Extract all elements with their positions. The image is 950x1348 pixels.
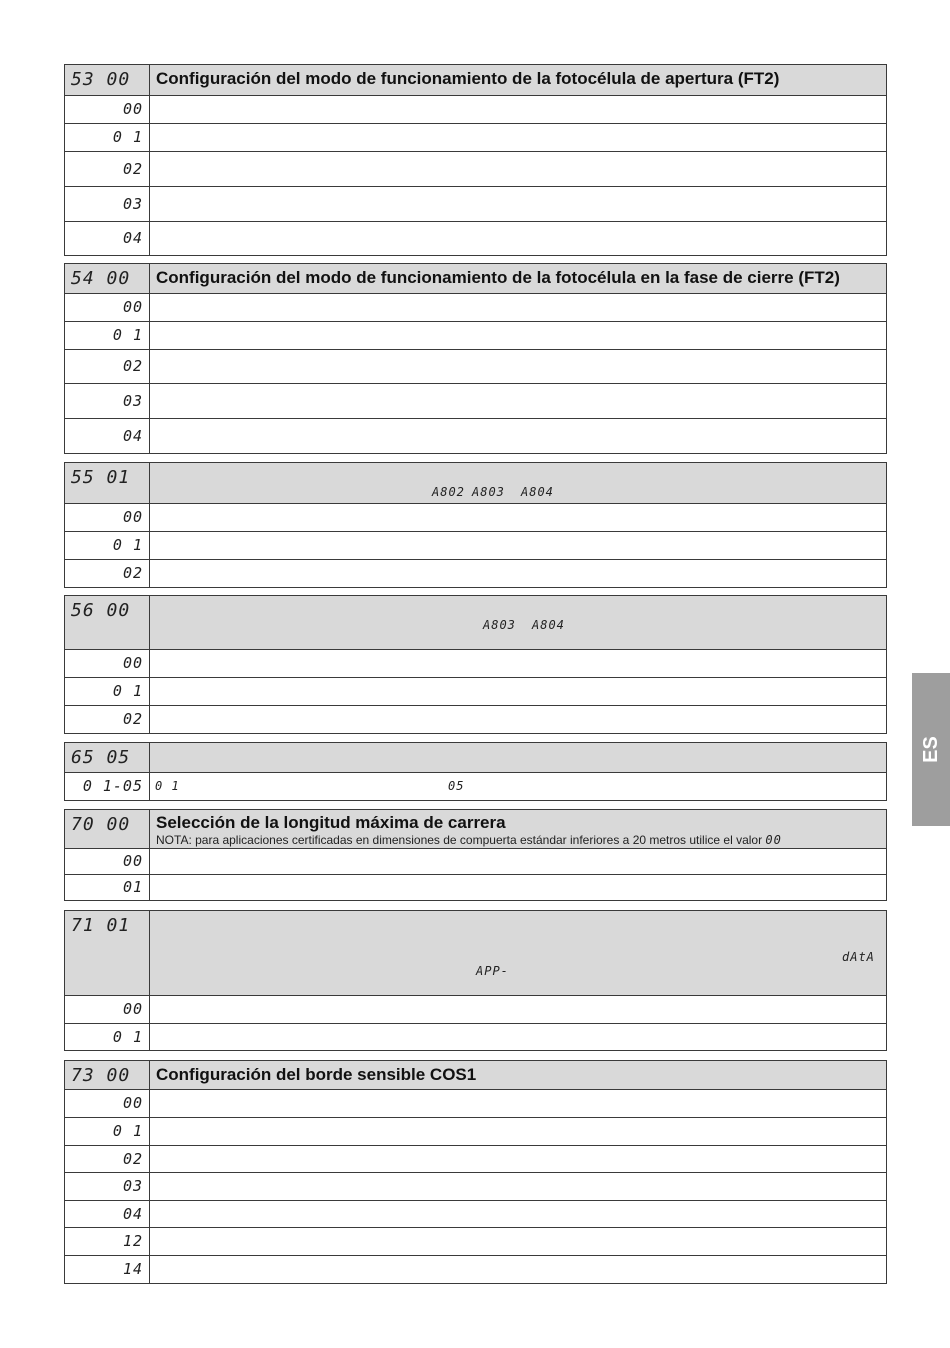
option-value: 02	[65, 1146, 150, 1173]
option-value: 01	[65, 875, 150, 901]
option-description	[150, 322, 887, 350]
option-description	[150, 1228, 887, 1256]
language-tab	[912, 673, 950, 826]
param-code: 71 01	[65, 911, 150, 996]
option-value: 03	[65, 1173, 150, 1201]
option-description	[150, 187, 887, 222]
param-code: 73 00	[65, 1061, 150, 1090]
option-description	[150, 152, 887, 187]
option-description	[150, 294, 887, 322]
option-description	[150, 384, 887, 419]
table-73	[64, 1060, 887, 1284]
option-value: 0 1	[65, 532, 150, 560]
option-description	[150, 96, 887, 124]
option-description	[150, 124, 887, 152]
option-value: 00	[65, 650, 150, 678]
table-54	[64, 263, 887, 454]
option-description	[150, 875, 887, 901]
option-description	[150, 650, 887, 678]
option-value: 02	[65, 152, 150, 187]
option-description	[150, 222, 887, 256]
option-value: 00	[65, 849, 150, 875]
option-description	[150, 849, 887, 875]
option-description	[150, 1201, 887, 1228]
option-description	[150, 350, 887, 384]
param-title: Configuración del borde sensible COS1	[150, 1061, 887, 1090]
param-code: 53 00	[65, 65, 150, 96]
table-55	[64, 462, 887, 588]
table-56	[64, 595, 887, 734]
option-value: 00	[65, 1090, 150, 1118]
param-title: A802 A803 A804	[150, 463, 887, 504]
option-description	[150, 504, 887, 532]
option-value: 0 1	[65, 678, 150, 706]
option-description	[150, 706, 887, 734]
option-value: 02	[65, 560, 150, 588]
table-71	[64, 910, 887, 1051]
table-65	[64, 742, 887, 801]
option-value: 0 1-05	[65, 773, 150, 801]
option-value: 04	[65, 1201, 150, 1228]
option-value: 0 1	[65, 1024, 150, 1051]
option-description	[150, 996, 887, 1024]
option-value: 0 1	[65, 322, 150, 350]
param-title: Selección de la longitud máxima de carrera NOTA: para aplicaciones certificadas en dimensiones de compuerta estándar inferiores a 20 metros utilice el valor 00	[150, 810, 887, 849]
option-value: 02	[65, 706, 150, 734]
option-value: 14	[65, 1256, 150, 1284]
option-value: 00	[65, 504, 150, 532]
option-value: 02	[65, 350, 150, 384]
table-70	[64, 809, 887, 901]
table-53	[64, 64, 887, 256]
option-description	[150, 419, 887, 454]
option-value: 0 1	[65, 1118, 150, 1146]
option-description	[150, 1024, 887, 1051]
param-code: 70 00	[65, 810, 150, 849]
option-value: 03	[65, 187, 150, 222]
param-title: dAtA APP-	[150, 911, 887, 996]
param-title: Configuración del modo de funcionamiento de la fotocélula de apertura (FT2)	[150, 65, 887, 96]
option-value: 03	[65, 384, 150, 419]
option-value: 12	[65, 1228, 150, 1256]
option-value: 0 1	[65, 124, 150, 152]
option-value: 04	[65, 419, 150, 454]
param-code: 65 05	[65, 743, 150, 773]
option-description	[150, 532, 887, 560]
option-value: 04	[65, 222, 150, 256]
option-value: 00	[65, 96, 150, 124]
option-value: 00	[65, 294, 150, 322]
param-code: 54 00	[65, 264, 150, 294]
option-description: 0 1 05	[150, 773, 887, 801]
option-description	[150, 1090, 887, 1118]
language-tab-label: ES	[919, 736, 942, 763]
option-description	[150, 1118, 887, 1146]
param-title: Configuración del modo de funcionamiento de la fotocélula en la fase de cierre (FT2)	[150, 264, 887, 294]
param-code: 56 00	[65, 596, 150, 650]
option-description	[150, 678, 887, 706]
param-title: A803 A804	[150, 596, 887, 650]
option-value: 00	[65, 996, 150, 1024]
param-note: NOTA: para aplicaciones certificadas en dimensiones de compuerta estándar inferiores a 20 metros utilice el valor 00	[156, 833, 782, 847]
option-description	[150, 1146, 887, 1173]
option-description	[150, 560, 887, 588]
option-description	[150, 1173, 887, 1201]
param-code: 55 01	[65, 463, 150, 504]
option-description	[150, 1256, 887, 1284]
param-title	[150, 743, 887, 773]
